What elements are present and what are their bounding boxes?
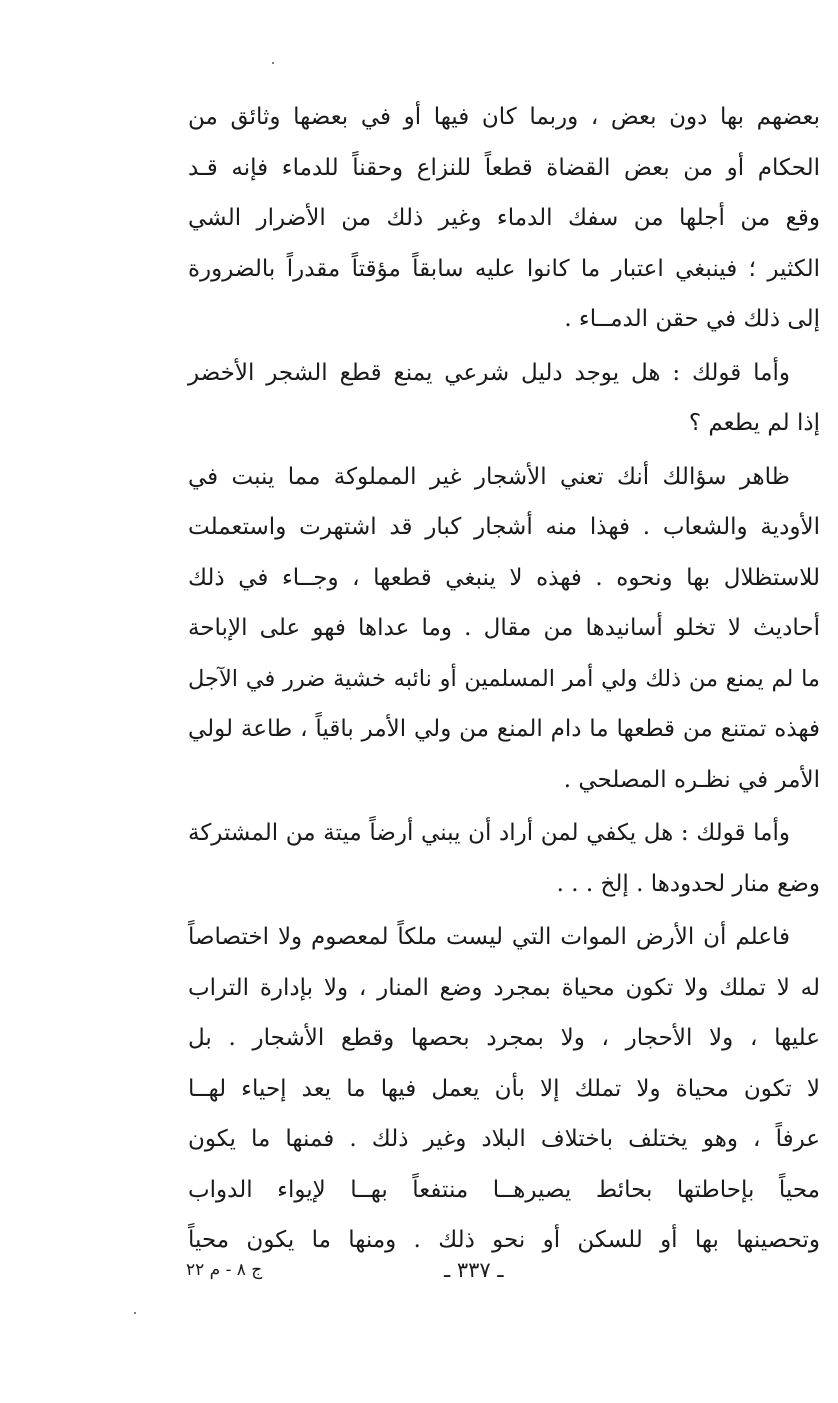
- text-line: له لا تملك ولا تكون محياة بمجرد وضع المنار ، ولا بإدارة التراب: [188, 974, 820, 1001]
- paragraph: [188, 348, 820, 449]
- text-line: وأما قولك : هل يكفي لمن أراد أن يبني أرضاً ميتة من المشتركة: [188, 820, 790, 846]
- text-line: الكثير ؛ فينبغي اعتبار ما كانوا عليه سابقاً مؤقتاً مقدراً بالضرورة: [188, 255, 820, 282]
- text-line: محياً بإحاطتها بحائط يصيرهــا منتفعاً بهــا لإيواء الدواب: [188, 1176, 820, 1203]
- text-line: عرفاً ، وهو يختلف باختلاف البلاد وغير ذلك . فمنها ما يكون: [188, 1126, 820, 1152]
- text-line: وأما قولك : هل يوجد دليل شرعي يمنع قطع الشجر الأخضر: [188, 359, 790, 386]
- text-line: إذا لم يطعم ؟: [688, 410, 820, 436]
- text-line: للاستظلال بها ونحوه . فهذه لا ينبغي قطعها ، وجــاء في ذلك: [188, 564, 820, 591]
- text-line: الحكام أو من بعض القضاة قطعاً للنزاع وحقناً للدماء فإنه قـد: [188, 154, 820, 181]
- scan-speck: [272, 62, 274, 64]
- body-text: [188, 92, 820, 1266]
- text-line: بعضهم بها دون بعض ، وربما كان فيها أو في بعضها وثائق من: [188, 104, 820, 130]
- text-line: عليها ، ولا الأحجار ، ولا بمجرد بحصها وقطع الأشجار . بل: [188, 1025, 820, 1051]
- paragraph: [188, 452, 820, 806]
- text-line: لا تكون محياة ولا تملك إلا بأن يعمل فيها ما يعد إحياء لهــا: [188, 1075, 820, 1102]
- text-line: إلى ذلك في حقن الدمــاء .: [564, 306, 820, 332]
- text-line: ما لم يمنع من ذلك ولي أمر المسلمين أو نائبه خشية ضرر في الآجل: [188, 665, 820, 692]
- page-footer: [0, 1258, 838, 1298]
- text-line: الأودية والشعاب . فهذا منه أشجار كبار قد اشتهرت واستعملت: [188, 514, 820, 540]
- text-line: وتحصينها بها أو للسكن أو نحو ذلك . ومنها ما يكون محياً: [188, 1227, 820, 1253]
- paragraph: [188, 92, 820, 345]
- text-line: فهذه تمتنع من قطعها ما دام المنع من ولي الأمر باقياً ، طاعة لولي: [188, 716, 820, 742]
- page-number: ـ ٣٣٧ ـ: [444, 1258, 504, 1282]
- paragraph: [188, 912, 820, 1266]
- text-line: فاعلم أن الأرض الموات التي ليست ملكاً لمعصوم ولا اختصاصاً: [188, 924, 790, 950]
- volume-reference: ج ٨ - م ٢٢: [186, 1260, 263, 1280]
- text-line: وقع من أجلها من سفك الدماء وغير ذلك من الأضرار الشي: [188, 205, 820, 231]
- scan-speck: [134, 1312, 136, 1314]
- text-line: أحاديث لا تخلو أسانيدها من مقال . وما عداها فهو على الإباحة: [188, 615, 820, 641]
- text-line: وضع منار لحدودها . إلخ . . .: [556, 870, 820, 897]
- text-line: ظاهر سؤالك أنك تعني الأشجار غير المملوكة مما ينبت في: [188, 463, 790, 490]
- text-line: الأمر في نظـره المصلحي .: [563, 766, 820, 793]
- paragraph: [188, 808, 820, 909]
